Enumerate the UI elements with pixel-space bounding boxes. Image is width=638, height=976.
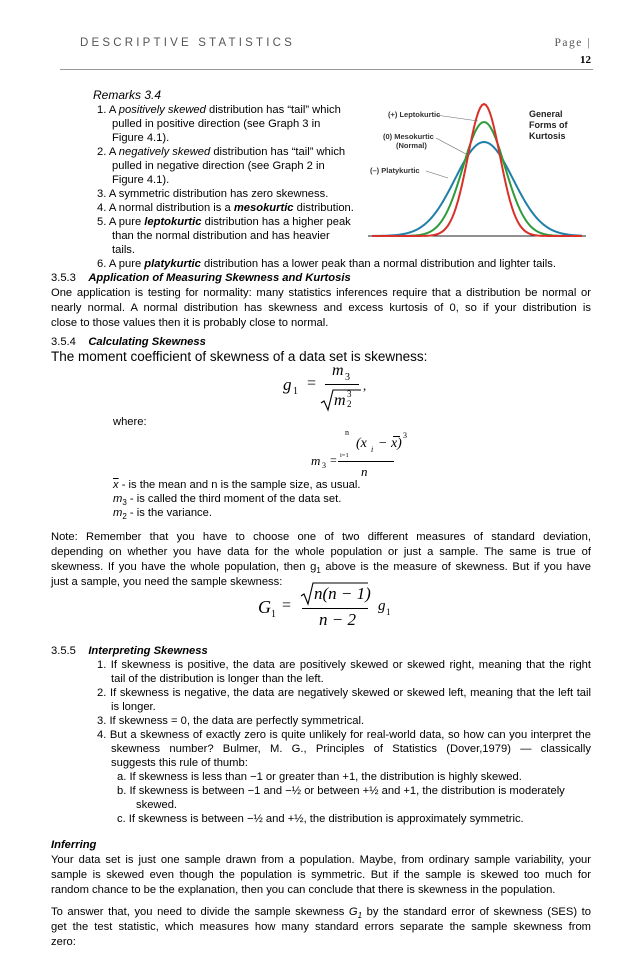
label-platykurtic: (–) Platykurtic (370, 166, 420, 175)
note-line3: skewness. If you have the whole population, then $g_1$ above is the measure of skewness. But if you have (51, 561, 591, 576)
fraction-bar (325, 384, 359, 385)
where-label: where: (113, 416, 147, 428)
mean-bar (393, 436, 400, 437)
note-line1: Note: Remember that you have to choose one of two different measures of standard deviation, (51, 531, 591, 543)
interp-item-1b: tail of the distribution is longer than the left. (111, 673, 324, 685)
para-3-5-3-line2: nearly normal. A normal distribution has skewness and excess kurtosis of 0, so if your distribution is (51, 302, 591, 314)
section-3-5-3-heading: 3.5.3 Application of Measuring Skewness and Kurtosis (51, 272, 351, 284)
remarks-heading: Remarks 3.4 (93, 88, 162, 102)
skewness-intro: The moment coefficient of skewness of a data set is skewness: (51, 349, 428, 364)
platykurtic-curve (372, 142, 582, 236)
running-header-title: DESCRIPTIVE STATISTICS (80, 37, 296, 49)
inferring-heading: Inferring (51, 839, 97, 851)
interp-item-4c: suggests this rule of thumb: (111, 757, 248, 769)
remark-item-6: 6. A pure platykurtic distribution has a lower peak than a normal distribution and lighter tails. (97, 258, 556, 270)
fraction-bar (302, 608, 368, 609)
note-line4: just a sample, you need the sample skewness: (51, 576, 283, 588)
section-3-5-4-heading: 3.5.4 Calculating Skewness (51, 336, 206, 348)
pointer-meso (436, 138, 466, 154)
inferring-p1-line1: Your data set is just one sample drawn from a population. Maybe, from ordinary sample variability, your (51, 854, 591, 866)
header-divider (60, 69, 593, 70)
inferring-p2-line1: To answer that, you need to divide the sample skewness $G_1$ by the standard error of skewness (SES) to (51, 906, 592, 921)
definition-mean: $\overline{x}$ - is the mean and n is the sample size, as usual. (113, 479, 361, 491)
definition-m3: $m_3$ - is called the third moment of the data set. (113, 493, 342, 508)
interp-item-1a: 1. If skewness is positive, the data are positively skewed or skewed right, meaning that the right (97, 659, 591, 671)
interp-item-2a: 2. If skewness is negative, the data are negatively skewed or skewed left, meaning that the left tail (97, 687, 591, 699)
inferring-p1-line2: sample is skewed even though the population is symmetric. But if the sample is skewed too much for (51, 869, 591, 881)
rule-b-line2: skewed. (136, 799, 178, 811)
rule-b-line1: b. If skewness is between −1 and −½ or between +½ and +1, the distribution is moderately (117, 785, 565, 797)
remark-item-3: 3. A symmetric distribution has zero skewness. (97, 188, 329, 200)
fraction-bar (338, 461, 394, 462)
page-label: Page | (554, 37, 591, 49)
note-line2: depending on whether you have data for the whole population or just a sample. The same is true of (51, 546, 591, 558)
page-number: 12 (580, 54, 591, 66)
interp-item-3: 3. If skewness = 0, the data are perfectly symmetrical. (97, 715, 365, 727)
para-3-5-3-line1: One application is testing for normality: many statistics inferences require that a distribution be normal or (51, 287, 591, 299)
interp-item-2b: is longer. (111, 701, 156, 713)
kurtosis-figure (366, 96, 588, 242)
figure-title-line1: General (529, 109, 563, 119)
interp-item-4a: 4. But a skewness of exactly zero is quite unlikely for real-world data, so how can you interpret the (97, 729, 591, 741)
rule-c: c. If skewness is between −½ and +½, the distribution is approximately symmetric. (117, 813, 524, 825)
label-leptokurtic: (+) Leptokurtic (388, 110, 441, 119)
rule-a: a. If skewness is less than −1 or greater than +1, the distribution is highly skewed. (117, 771, 522, 783)
figure-title-line2: Forms of (529, 120, 568, 130)
definition-m2: $m_2$ - is the variance. (113, 507, 212, 522)
para-3-5-3-line3: close to those values then it is probably close to normal. (51, 317, 329, 329)
label-mesokurtic: (0) Mesokurtic (383, 132, 434, 141)
inferring-p2-line3: zero: (51, 936, 76, 948)
remark-item-4: 4. A normal distribution is a mesokurtic distribution. (97, 202, 354, 214)
pointer-lepto (436, 115, 478, 121)
figure-title-line3: Kurtosis (529, 131, 566, 141)
inferring-p1-line3: random chance to be the explanation, then you can conclude that there is skewness in the population. (51, 884, 556, 896)
label-normal: (Normal) (396, 141, 427, 150)
section-3-5-5-heading: 3.5.5 Interpreting Skewness (51, 645, 208, 657)
inferring-p2-line2: get the test statistic, which measures how many standard errors separate the sample skewness from (51, 921, 591, 933)
interp-item-4b: skewness number? Bulmer, M. G., Principles of Statistics (Dover,1979) — classically (111, 743, 591, 755)
pointer-platy (426, 171, 448, 178)
